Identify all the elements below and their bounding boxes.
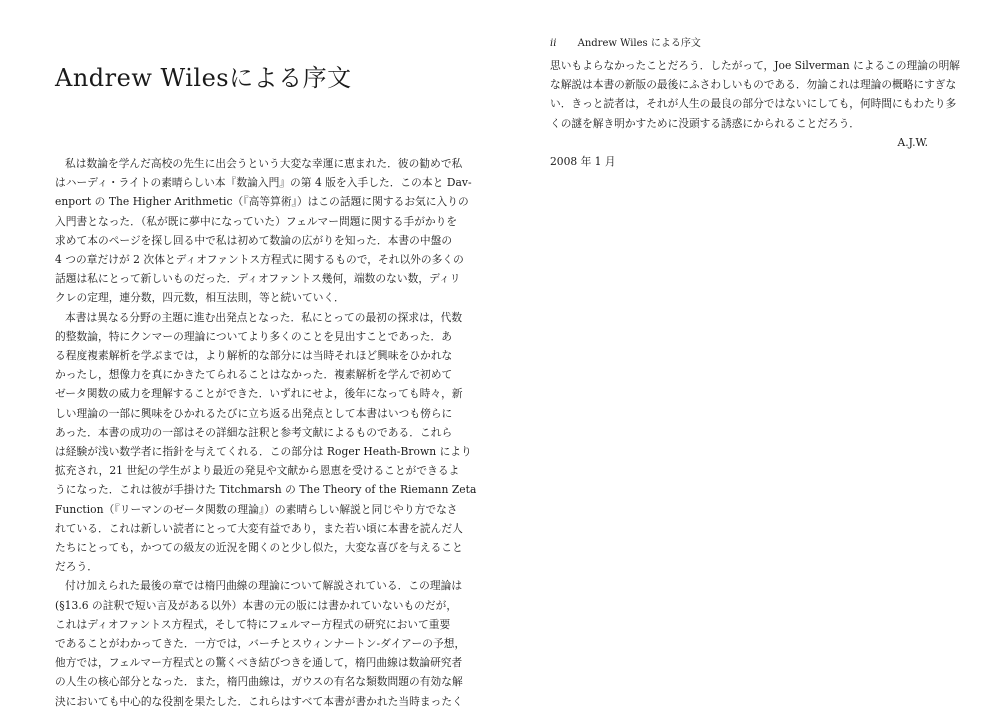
text-line: かったし，想像力を真にかきたてられることはなかった．複素解析を学んで初めて <box>55 368 453 382</box>
text-line: 的整数論，特にクンマーの理論についてより多くのことを見出すことであった．あ <box>55 329 452 343</box>
paragraph-2 <box>55 308 477 577</box>
text-line: はハーディ・ライトの素晴らしい本『数論入門』の第 4 版を入手した．この本と Dav- <box>55 176 472 190</box>
text-line: れている．これは新しい読者にとって大変有益であり，また若い頃に本書を読んだ人 <box>55 521 463 535</box>
text-line: ゼータ関数の威力を理解することができた．いずれにせよ，後年になっても時々，新 <box>55 387 463 401</box>
text-line: な解説は本書の新版の最後にふさわしいものである．勿論これは理論の概略にすぎな <box>550 78 957 92</box>
text-line: る程度複素解析を学ぶまでは，より解析的な部分には当時それほど興味をひかれな <box>55 349 453 363</box>
text-line: 求めて本のページを探し回る中で私は初めて数論の広がりを知った．本書の中盤の <box>55 233 453 247</box>
text-line: これはディオファントス方程式，そして特にフェルマー方程式の研究において重要 <box>55 617 451 631</box>
text-line: (§13.6 の註釈で短い言及がある以外）本書の元の版には書かれていないものだが， <box>55 598 458 612</box>
text-line: の人生の核心部分となった．また，楕円曲線は，ガウスの有名な類数問題の有効な解 <box>55 675 463 689</box>
text-line: 私は数論を学んだ高校の先生に出会うという大変な幸運に恵まれた．彼の勧めで私 <box>65 157 463 170</box>
text-line: は経験が浅い数学者に指針を与えてくれる．この部分は Roger Heath-Brown により <box>55 445 472 459</box>
text-line: 決においても中心的な役割を果たした．これらはすべて本書が書かれた当時まったく <box>55 694 463 708</box>
text-line: うになった．これは彼が手掛けた Titchmarsh の The Theory of the Riemann Zeta <box>55 483 477 497</box>
text-line: 他方では，フェルマー方程式との驚くべき結びつきを通して，楕円曲線は数論研究者 <box>55 656 463 670</box>
text-line: 入門書となった．（私が既に夢中になっていた）フェルマー問題に関する手がかりを <box>55 214 458 228</box>
paragraph-1 <box>55 154 472 308</box>
text-line: 4 つの章だけが 2 次体とディオファントス方程式に関するもので，それ以外の多くの <box>55 253 464 267</box>
running-head-title: Andrew Wiles による序文 <box>577 38 701 49</box>
text-line: しい理論の一部に興味をひかれるたびに立ち返る出発点として本書はいつも傍らに <box>55 406 453 420</box>
text-line: い．きっと読者は，それが人生の最良の部分ではないにしても，何時間にもわたり多 <box>550 97 957 111</box>
date: 2008 年 1 月 <box>550 155 616 169</box>
text-line: だろう． <box>55 560 98 574</box>
running-head <box>550 34 701 49</box>
signature: A.J.W. <box>897 135 928 149</box>
text-line: 付け加えられた最後の章では楕円曲線の理論について解説されている．この理論は <box>65 579 463 593</box>
right-page <box>500 0 1000 691</box>
preface-continuation <box>550 56 960 171</box>
text-line: クレの定理，連分数，四元数，相互法則，等と続いていく． <box>55 291 345 305</box>
text-line: くの謎を解き明かすために没頭する誘惑にかられることだろう． <box>550 116 860 130</box>
left-page <box>0 0 500 708</box>
text-line: 思いもよらなかったことだろう．したがって，Joe Silverman によるこの理論の明解 <box>550 59 960 72</box>
page-number: ii <box>550 38 557 49</box>
text-line: たちにとっても，かつての級友の近況を聞くのと少し似た，大変な喜びを与えること <box>55 541 463 555</box>
text-line: enport の The Higher Arithmetic（『高等算術』）はこの話題に関するお気に入りの <box>55 195 469 209</box>
paragraph-3 <box>55 576 466 710</box>
text-line: であることがわかってきた．一方では，バーチとスウィンナートン-ダイアーの予想， <box>55 637 466 651</box>
text-line: Function（『リーマンのゼータ関数の理論』）の素晴らしい解説と同じやり方でなさ <box>55 502 458 516</box>
text-line: 話題は私にとって新しいものだった．ディオファントス幾何，端数のない数，ディリ <box>55 272 461 286</box>
preface-body <box>55 154 477 711</box>
text-line: 本書は異なる分野の主題に進む出発点となった．私にとっての最初の探求は，代数 <box>65 310 463 324</box>
text-line: あった．本書の成功の一部はその詳細な註釈と参考文献によるものである．これら <box>55 425 453 439</box>
text-line: 拡充され，21 世紀の学生がより最近の発見や文献から恩恵を受けることができるよ <box>55 464 460 478</box>
page-title: Andrew Wilesによる序文 <box>55 64 352 92</box>
